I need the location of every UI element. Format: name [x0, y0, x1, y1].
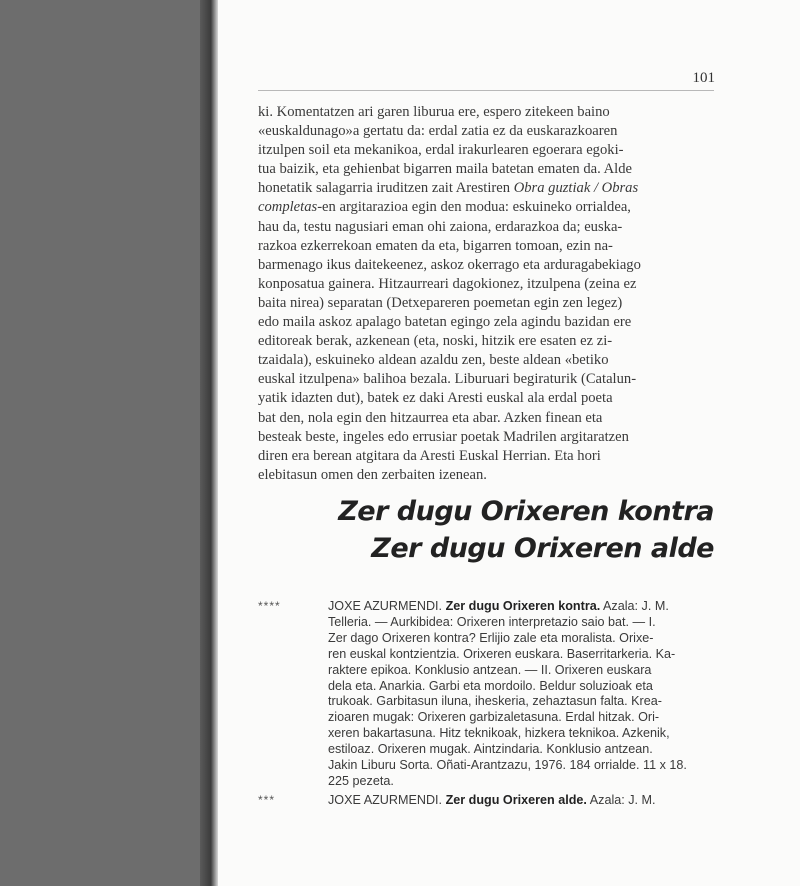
body-line: besteak beste, ingeles edo errusiar poetak Madrilen argitaratzen: [258, 428, 629, 445]
entry-author: JOXE AZURMENDI.: [328, 599, 443, 613]
body-line-text: honetatik salagarria iruditzen zait Arestiren: [258, 180, 514, 197]
entry-description-line: dela eta. Anarkia. Garbi eta mordoilo. Beldur soluzioak eta: [328, 678, 653, 693]
book-gutter: [200, 0, 218, 886]
body-line: hau da, testu nagusiari eman ohi zaiona, erdarazkoa da; euska-: [258, 218, 623, 235]
scan-shadow-margin: [0, 0, 200, 886]
body-line: tua baizik, eta gehienbat bigarren maila batetan ematen da. Alde: [258, 161, 633, 178]
section-heading-kontra: Zer dugu Orixeren kontra: [338, 496, 714, 527]
entry-author: JOXE AZURMENDI.: [328, 793, 443, 807]
entry-description-line: trukoak. Garbitasun iluna, iheskeria, zehaztasun falta. Krea-: [328, 694, 662, 709]
entry-title: Zer dugu Orixeren alde.: [445, 793, 587, 807]
entry-description: [258, 615, 714, 790]
body-line: euskal itzulpena» balihoa bezala. Liburuari begiraturik (Catalun-: [258, 371, 637, 388]
book-entry: [258, 599, 714, 790]
rating-stars: ****: [258, 599, 281, 613]
book-title-italic: Obra guztiak / Obras: [513, 180, 639, 197]
body-line: «euskaldunago»a gertatu da: erdal zatia ez da euskarazkoaren: [258, 123, 618, 140]
entry-title: Zer dugu Orixeren kontra.: [445, 599, 601, 613]
entry-description-line: zioaren mugak: Orixeren garbizaletasuna. Erdal hitzak. Ori-: [328, 710, 660, 725]
entry-description-line: ren euskal kontzientzia. Orixeren euskara. Baserritarkeria. Ka-: [328, 646, 676, 661]
body-line: yatik idazten dut), batek ez daki Aresti euskal ala erdal poeta: [258, 390, 613, 407]
body-line: [258, 198, 712, 217]
body-line: editoreak berak, azkenean (eta, noski, hitzik ere esaten ez zi-: [258, 333, 613, 350]
entry-description-line: Zer dago Orixeren kontra? Erlijio zale eta moralista. Orixe-: [328, 630, 654, 645]
header-rule: [258, 90, 714, 91]
body-line: elebitasun omen den zerbaiten izenean.: [258, 466, 487, 483]
body-line: edo maila askoz apalago batetan egingo zela agindu bazidan ere: [258, 314, 632, 331]
body-line: [258, 179, 712, 198]
entry-cover-credit: Azala: J. M.: [589, 793, 656, 807]
body-line: bat den, nola egin den hitzaurrea eta abar. Azken finean eta: [258, 409, 603, 426]
entry-description-line: estiloaz. Orixeren mugak. Aintzindaria. Konklusio antzean.: [328, 742, 653, 757]
entry-description-line: 225 pezeta.: [328, 773, 394, 788]
body-line: razkoa ezkerrekoan ematen da eta, bigarren tomoan, ezin na-: [258, 237, 613, 254]
entry-description-line: xeren bakartasuna. Hitz teknikoak, hizkera teknikoa. Azkenik,: [328, 726, 670, 741]
body-line: konposatua gainera. Hitzaurreari dagokionez, itzulpena (zeina ez: [258, 275, 637, 292]
body-line: diren era berean atgitara da Aresti Euskal Herrian. Eta hori: [258, 447, 601, 464]
entry-description-line: raktere epikoa. Konklusio antzean. — II. Orixeren euskara: [328, 662, 652, 677]
body-line-text: -en argitarazioa egin den modua: eskuineko orrialdea,: [317, 199, 631, 216]
entry-description-line: Telleria. — Aurkibidea: Orixeren interpretazio saio bat. — I.: [328, 614, 656, 629]
body-line: baita nirea) separatan (Detxepareren poemetan egin zen legez): [258, 294, 623, 311]
book-title-italic-cont: completas: [258, 199, 318, 216]
body-paragraph: [258, 103, 712, 485]
book-entry: [258, 793, 714, 809]
rating-stars: ***: [258, 793, 276, 807]
entry-description-line: Jakin Liburu Sorta. Oñati-Arantzazu, 1976. 184 orrialde. 11 x 18.: [328, 758, 687, 773]
body-line: ki. Komentatzen ari garen liburua ere, espero zitekeen baino: [258, 104, 610, 120]
entry-cover-credit: Azala: J. M.: [603, 599, 669, 613]
section-heading-alde: Zer dugu Orixeren alde: [371, 533, 714, 564]
body-line: barmenago ikus daitekeenez, askoz okerrago eta arduragabekiago: [258, 256, 641, 273]
body-line: itzulpen soil eta mekanikoa, erdal irakurlearen egoerara egoki-: [258, 142, 624, 159]
body-line: tzaidala), eskuineko aldean azaldu zen, beste aldean «betiko: [258, 352, 609, 369]
page-number: 101: [692, 70, 715, 86]
